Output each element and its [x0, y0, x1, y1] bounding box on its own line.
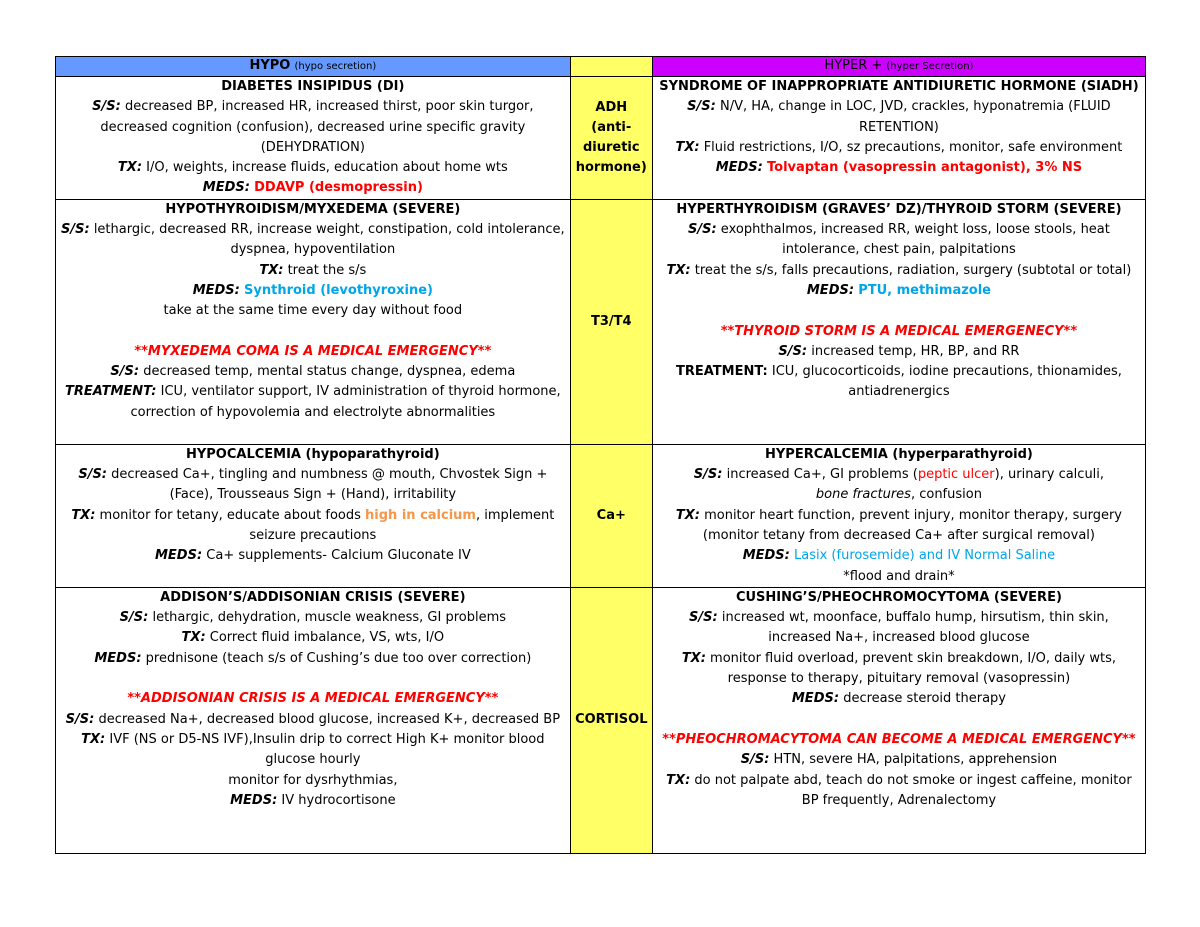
medications: MEDS: DDAVP (desmopressin)	[202, 180, 423, 196]
signs-symptoms: S/S: decreased BP, increased HR, increased thirst, poor skin turgor, decreased cognition (confusion), decreased urine specific gravity (DEHYDRATION)	[92, 99, 534, 155]
table-row-cortisol	[56, 587, 1146, 853]
hypo-cell-addisons	[56, 587, 571, 853]
signs-symptoms: S/S: lethargic, decreased RR, increase weight, constipation, cold intolerance, dyspnea, hypoventilation	[60, 222, 565, 258]
signs-symptoms: S/S: lethargic, dehydration, muscle weakness, GI problems	[119, 610, 507, 626]
table-row-adh	[56, 77, 1146, 200]
emergency-medications: MEDS: IV hydrocortisone	[230, 792, 396, 808]
signs-symptoms: S/S: decreased Ca+, tingling and numbness @ mouth, Chvostek Sign + (Face), Trousseaus Sign + (Hand), irritability	[78, 467, 548, 503]
treatment: TX: monitor for tetany, educate about foods high in calcium, implement seizure precautions	[71, 507, 555, 543]
condition-title: HYPOTHYROIDISM/MYXEDEMA (SEVERE)	[165, 201, 461, 217]
emergency-signs-symptoms: S/S: decreased Na+, decreased blood glucose, increased K+, decreased BP	[65, 711, 561, 727]
emergency-treatment: TX: do not palpate abd, teach do not smoke or ingest caffeine, monitor BP frequently, Adrenalectomy	[666, 772, 1132, 808]
emergency-signs-symptoms: S/S: decreased temp, mental status change, dyspnea, edema	[110, 364, 516, 380]
hyper-cell-hypercalcemia	[652, 444, 1145, 587]
treatment: TX: Correct fluid imbalance, VS, wts, I/O	[181, 630, 445, 646]
emergency-warning: **MYXEDEMA COMA IS A MEDICAL EMERGENCY**	[134, 343, 492, 359]
treatment: TX: monitor fluid overload, prevent skin breakdown, I/O, daily wts, response to therapy, pituitary removal (vasopressin)	[681, 650, 1117, 687]
hypo-cell-hypocalcemia	[56, 444, 571, 587]
emergency-treatment: TREATMENT: ICU, ventilator support, IV administration of thyroid hormone, correction of hypovolemia and electrolyte abnormalities	[65, 384, 561, 420]
header-row	[56, 57, 1146, 77]
emergency-warning: **PHEOCHROMACYTOMA CAN BECOME A MEDICAL EMERGENCY**	[662, 731, 1136, 747]
monitor-note: monitor for dysrhythmias,	[228, 772, 398, 788]
endocrine-comparison-table	[55, 56, 1146, 854]
hormone-adh: ADH (anti-diuretic hormone)	[570, 77, 652, 200]
hyper-cell-cushings	[652, 587, 1145, 853]
medications: MEDS: Tolvaptan (vasopressin antagonist), 3% NS	[715, 160, 1083, 176]
treatment: TX: monitor heart function, prevent injury, monitor therapy, surgery (monitor tetany from decreased Ca+ after surgical removal)	[675, 507, 1122, 543]
hypo-cell-di	[56, 77, 571, 200]
hormone-t3t4: T3/T4	[570, 199, 652, 444]
emergency-treatment: TX: IVF (NS or D5-NS IVF),Insulin drip to correct High K+ monitor blood glucose hourly	[81, 731, 545, 768]
signs-symptoms: S/S: exophthalmos, increased RR, weight loss, loose stools, heat intolerance, chest pain, palpitations	[687, 222, 1110, 258]
table-row-calcium	[56, 444, 1146, 587]
hypo-header: HYPO (hypo secretion)	[56, 57, 571, 77]
hormone-cortisol: CORTISOL	[570, 587, 652, 853]
hyper-cell-siadh	[652, 77, 1145, 200]
med-note: take at the same time every day without food	[163, 303, 463, 319]
emergency-signs-symptoms: S/S: HTN, severe HA, palpitations, apprehension	[740, 752, 1058, 768]
medications: MEDS: Ca+ supplements- Calcium Gluconate IV	[154, 548, 471, 564]
condition-title: HYPERTHYROIDISM (GRAVES’ DZ)/THYROID STORM (SEVERE)	[676, 201, 1122, 217]
treatment: TX: treat the s/s, falls precautions, radiation, surgery (subtotal or total)	[666, 262, 1132, 278]
condition-title: HYPOCALCEMIA (hypoparathyroid)	[185, 446, 440, 462]
hormone-header	[570, 57, 652, 77]
emergency-signs-symptoms: S/S: increased temp, HR, BP, and RR	[778, 343, 1020, 359]
medications: MEDS: Lasix (furosemide) and IV Normal Saline	[742, 548, 1056, 564]
condition-title: ADDISON’S/ADDISONIAN CRISIS (SEVERE)	[160, 589, 466, 605]
emergency-treatment: TREATMENT: ICU, glucocorticoids, iodine precautions, thionamides, antiadrenergics	[675, 364, 1122, 400]
treatment: TX: I/O, weights, increase fluids, education about home wts	[117, 160, 508, 176]
hormone-calcium: Ca+	[570, 444, 652, 587]
treatment: TX: Fluid restrictions, I/O, sz precautions, monitor, safe environment	[675, 139, 1123, 155]
condition-title: DIABETES INSIPIDUS (DI)	[221, 79, 405, 94]
hyper-cell-hyperthyroidism	[652, 199, 1145, 444]
treatment: TX: treat the s/s	[259, 262, 367, 278]
signs-symptoms: S/S: increased Ca+, GI problems (peptic ulcer), urinary calculi, bone fractures, confusion	[693, 467, 1105, 503]
med-note: *flood and drain*	[843, 568, 955, 584]
hyper-header: HYPER + (hyper Secretion)	[652, 57, 1145, 77]
signs-symptoms: S/S: N/V, HA, change in LOC, JVD, crackles, hyponatremia (FLUID RETENTION)	[687, 99, 1111, 135]
highlighted-text: high in calcium	[365, 507, 476, 523]
medications: MEDS: PTU, methimazole	[806, 282, 991, 298]
emergency-warning: **THYROID STORM IS A MEDICAL EMERGENECY**	[720, 323, 1078, 339]
medications: MEDS: prednisone (teach s/s of Cushing’s due too over correction)	[94, 650, 532, 666]
medications: MEDS: decrease steroid therapy	[791, 691, 1006, 707]
condition-title: HYPERCALCEMIA (hyperparathyroid)	[765, 446, 1033, 462]
condition-title: SYNDROME OF INAPPROPRIATE ANTIDIURETIC HORMONE (SIADH)	[659, 79, 1139, 94]
table-row-t3t4	[56, 199, 1146, 444]
hypo-cell-hypothyroidism	[56, 199, 571, 444]
condition-title: CUSHING’S/PHEOCHROMOCYTOMA (SEVERE)	[735, 589, 1062, 605]
medications: MEDS: Synthroid (levothyroxine)	[192, 282, 433, 298]
signs-symptoms: S/S: increased wt, moonface, buffalo hump, hirsutism, thin skin, increased Na+, increased blood glucose	[689, 610, 1109, 646]
emergency-warning: **ADDISONIAN CRISIS IS A MEDICAL EMERGENCY**	[127, 691, 499, 707]
